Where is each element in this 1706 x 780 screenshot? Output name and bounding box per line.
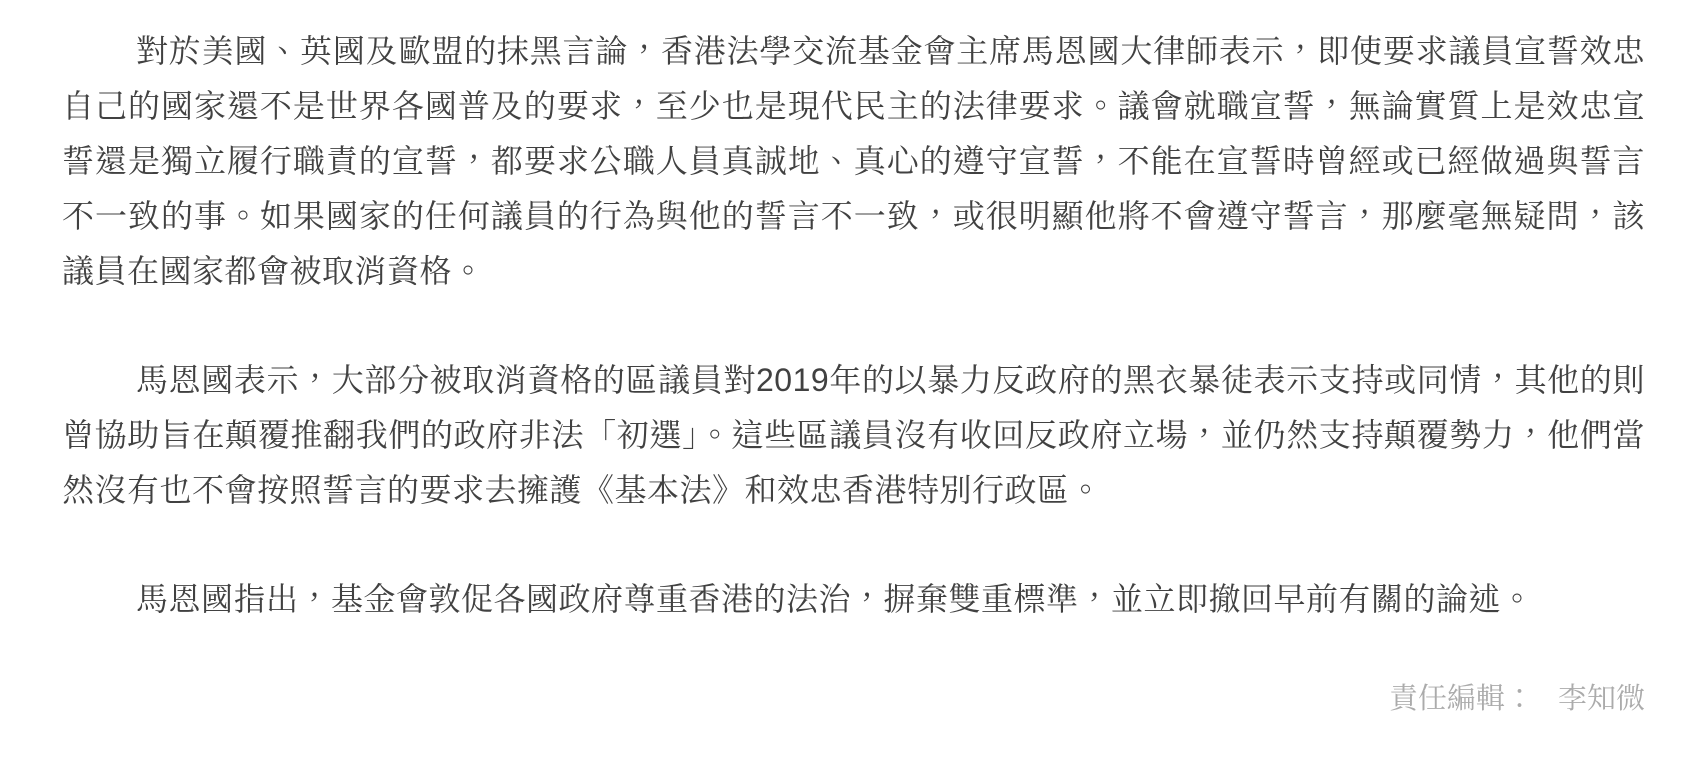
article-paragraph-2: 馬恩國表示，大部分被取消資格的區議員對2019年的以暴力反政府的黑衣暴徒表示支持或同情，其他的則曾協助旨在顛覆推翻我們的政府非法「初選」。這些區議員沒有收回反政府立場，並仍然支持顛覆勢力，他們當然沒有也不會按照誓言的要求去擁護《基本法》和效忠香港特別行政區。 [62,362,1645,508]
article-paragraph-3: 馬恩國指出，基金會敦促各國政府尊重香港的法治，摒棄雙重標準，並立即撤回早前有關的論述。 [136,581,1534,617]
editor-credit-label: 責任編輯： [1388,683,1534,715]
editor-credit [62,679,1645,719]
editor-name: 李知微 [1557,683,1645,715]
article-paragraph-1: 對於美國、英國及歐盟的抹黑言論，香港法學交流基金會主席馬恩國大律師表示，即使要求議員宣誓效忠自己的國家還不是世界各國普及的要求，至少也是現代民主的法律要求。議會就職宣誓，無論實質上是效忠宣誓還是獨立履行職責的宣誓，都要求公職人員真誠地、真心的遵守宣誓，不能在宣誓時曾經或已經做過與誓言不一致的事。如果國家的任何議員的行為與他的誓言不一致，或很明顯他將不會遵守誓言，那麼毫無疑問，該議員在國家都會被取消資格。 [62,33,1645,289]
